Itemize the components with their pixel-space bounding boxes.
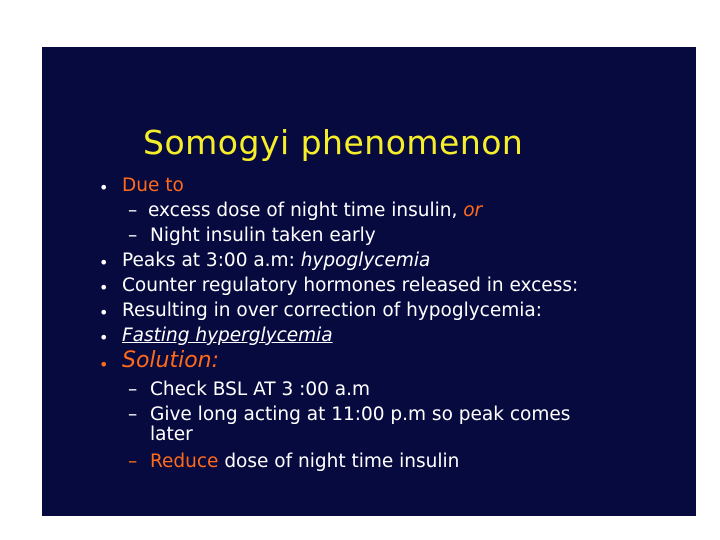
bullet-peaks	[122, 250, 430, 272]
dash-marker: –	[128, 379, 138, 400]
excess-dose-text: excess dose of night time insulin,	[148, 200, 464, 221]
bullet-dot: •	[99, 178, 109, 197]
reduce-rest: dose of night time insulin	[218, 451, 460, 472]
dash-marker: –	[128, 451, 138, 472]
reduce-word: Reduce	[150, 451, 219, 472]
dash-marker: –	[128, 404, 138, 425]
bullet-fasting-hyperglycemia: Fasting hyperglycemia	[122, 325, 333, 346]
solution-reduce-dose	[150, 451, 459, 473]
peaks-text: Peaks at 3:00 a.m:	[122, 250, 301, 271]
bullet-solution: Solution:	[122, 348, 220, 373]
bullet-dot: •	[99, 253, 109, 272]
slide-background	[42, 47, 696, 516]
bullet-due-to: Due to	[122, 175, 184, 196]
or-word: or	[463, 200, 483, 221]
sub-bullet-night-insulin: Night insulin taken early	[150, 225, 376, 246]
bullet-counter-regulatory: Counter regulatory hormones released in excess:	[122, 275, 579, 296]
solution-give-long-acting: Give long acting at 11:00 p.m so peak comes	[150, 404, 571, 425]
solution-check-bsl: Check BSL AT 3 :00 a.m	[150, 379, 371, 400]
bullet-dot: •	[99, 278, 109, 297]
bullet-dot: •	[99, 303, 109, 322]
dash-marker: –	[128, 200, 138, 221]
slide-title: Somogyi phenomenon	[143, 123, 524, 162]
bullet-resulting: Resulting in over correction of hypoglycemia:	[122, 300, 542, 321]
bullet-dot: •	[99, 355, 109, 374]
dash-marker: –	[128, 225, 138, 246]
bullet-dot: •	[99, 328, 109, 347]
solution-give-long-acting-cont: later	[150, 424, 193, 445]
sub-bullet-excess-dose	[148, 200, 482, 222]
hypoglycemia-italic: hypoglycemia	[300, 250, 431, 271]
